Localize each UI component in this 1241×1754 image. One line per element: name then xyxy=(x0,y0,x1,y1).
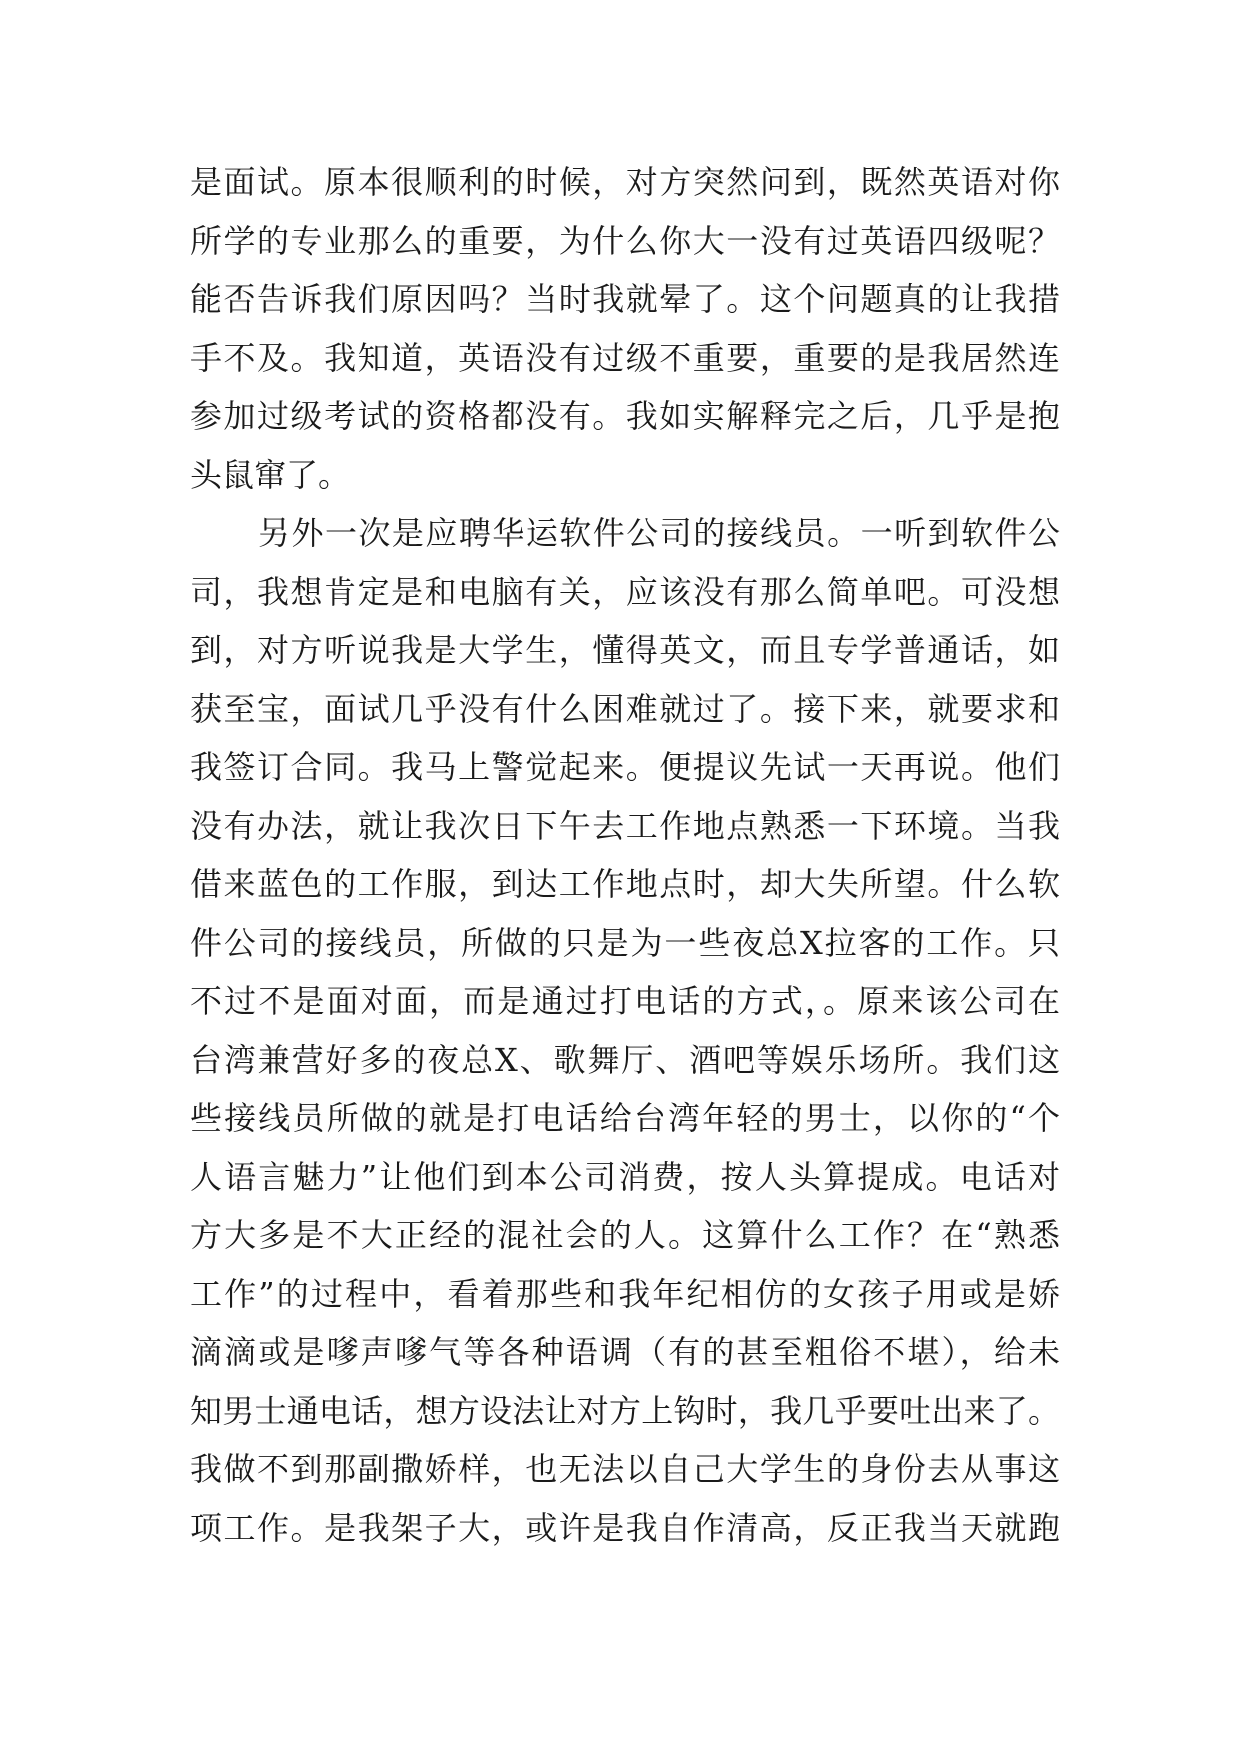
text-line: 工作”的过程中，看着那些和我年纪相仿的女孩子用或是娇 xyxy=(190,1274,1060,1313)
paragraph-1 xyxy=(190,153,1060,504)
text-line: 方大多是不大正经的混社会的人。这算什么工作？在“熟悉 xyxy=(190,1216,1060,1254)
text-line: 没有办法，就让我次日下午去工作地点熟悉一下环境。当我 xyxy=(190,806,1060,845)
body-text xyxy=(190,153,1060,1557)
text-line: 我签订合同。我马上警觉起来。便提议先试一天再说。他们 xyxy=(190,748,1060,786)
text-line: 知男士通电话，想方设法让对方上钩时，我几乎要吐出来了。 xyxy=(190,1391,1060,1430)
text-line: 我做不到那副撒娇样，也无法以自己大学生的身份去从事这 xyxy=(190,1450,1060,1488)
text-line: 获至宝，面试几乎没有什么困难就过了。接下来，就要求和 xyxy=(190,689,1060,728)
text-line: 项工作。是我架子大，或许是我自作清高，反正我当天就跑 xyxy=(190,1508,1060,1547)
text-line: 司，我想肯定是和电脑有关，应该没有那么简单吧。可没想 xyxy=(190,572,1060,611)
text-line: 手不及。我知道，英语没有过级不重要，重要的是我居然连 xyxy=(190,338,1060,377)
text-line: 到，对方听说我是大学生，懂得英文，而且专学普通话，如 xyxy=(190,631,1060,669)
text-line: 些接线员所做的就是打电话给台湾年轻的男士，以你的“个 xyxy=(190,1099,1060,1137)
text-line: 参加过级考试的资格都没有。我如实解释完之后，几乎是抱 xyxy=(190,397,1060,435)
text-line: 借来蓝色的工作服，到达工作地点时，却大失所望。什么软 xyxy=(190,865,1060,903)
text-line: 头鼠窜了。 xyxy=(190,455,351,494)
text-line: 不过不是面对面，而是通过打电话的方式，。原来该公司在 xyxy=(190,982,1060,1020)
text-line: 是面试。原本很顺利的时候，对方突然问到，既然英语对你 xyxy=(190,163,1060,201)
text-line: 人语言魅力”让他们到本公司消费，按人头算提成。电话对 xyxy=(190,1157,1060,1196)
text-line: 另外一次是应聘华运软件公司的接线员。一听到软件公 xyxy=(258,514,1060,552)
text-line: 件公司的接线员，所做的只是为一些夜总X拉客的工作。只 xyxy=(190,923,1060,962)
paragraph-2 xyxy=(190,504,1060,1557)
text-line: 所学的专业那么的重要，为什么你大一没有过英语四级呢？ xyxy=(190,221,1060,260)
text-line: 能否告诉我们原因吗？当时我就晕了。这个问题真的让我措 xyxy=(190,280,1060,318)
text-line: 台湾兼营好多的夜总X、歌舞厅、酒吧等娱乐场所。我们这 xyxy=(190,1040,1060,1079)
text-line: 滴滴或是嗲声嗲气等各种语调（有的甚至粗俗不堪），给未 xyxy=(190,1333,1060,1371)
